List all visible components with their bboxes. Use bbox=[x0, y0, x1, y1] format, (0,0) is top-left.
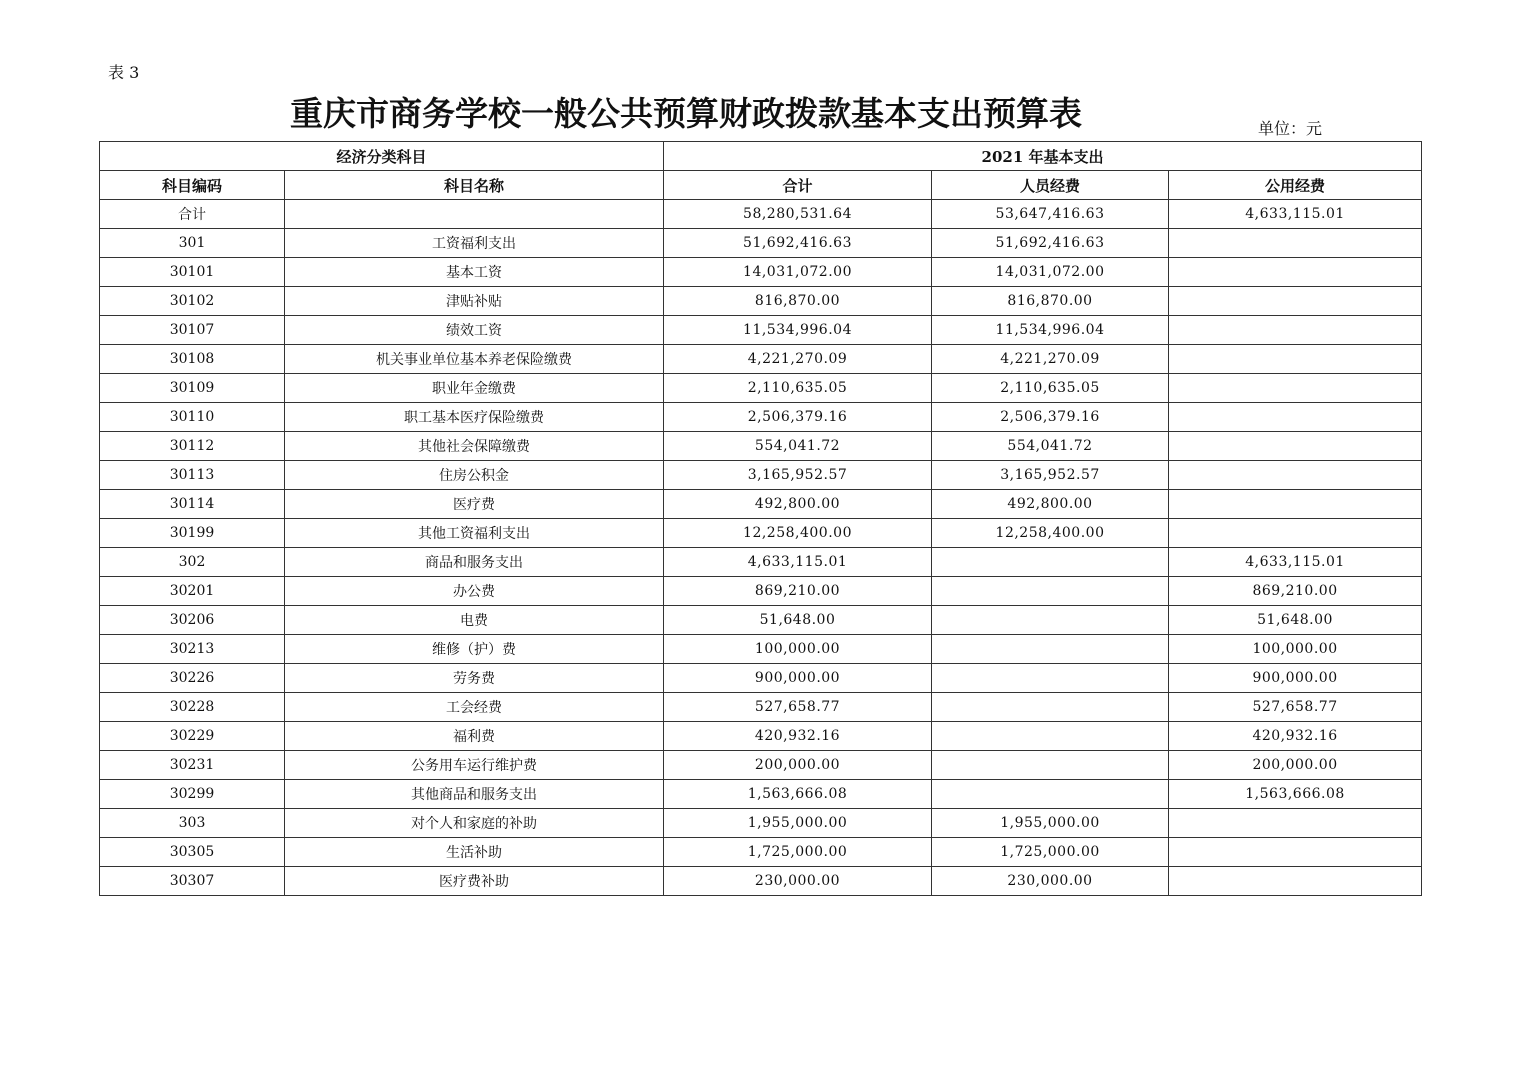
table-row bbox=[100, 867, 1422, 896]
table-row bbox=[100, 548, 1422, 577]
cell-personnel bbox=[932, 606, 1169, 635]
cell-total: 4,633,115.01 bbox=[664, 548, 932, 577]
table-row bbox=[100, 461, 1422, 490]
cell-personnel bbox=[932, 693, 1169, 722]
cell-personnel bbox=[932, 751, 1169, 780]
table-row bbox=[100, 287, 1422, 316]
cell-public: 900,000.00 bbox=[1169, 664, 1422, 693]
table-row bbox=[100, 809, 1422, 838]
table-row bbox=[100, 722, 1422, 751]
cell-name: 其他商品和服务支出 bbox=[285, 780, 664, 809]
page-title: 重庆市商务学校一般公共预算财政拨款基本支出预算表 bbox=[290, 94, 1082, 133]
cell-name: 维修（护）费 bbox=[285, 635, 664, 664]
cell-public bbox=[1169, 461, 1422, 490]
cell-personnel: 1,725,000.00 bbox=[932, 838, 1169, 867]
cell-personnel: 492,800.00 bbox=[932, 490, 1169, 519]
cell-public bbox=[1169, 229, 1422, 258]
cell-public bbox=[1169, 867, 1422, 896]
cell-total: 51,692,416.63 bbox=[664, 229, 932, 258]
cell-name: 其他工资福利支出 bbox=[285, 519, 664, 548]
cell-personnel bbox=[932, 780, 1169, 809]
cell-code: 30108 bbox=[100, 345, 285, 374]
cell-code: 30201 bbox=[100, 577, 285, 606]
cell-name: 商品和服务支出 bbox=[285, 548, 664, 577]
table-row bbox=[100, 693, 1422, 722]
cell-code: 30228 bbox=[100, 693, 285, 722]
cell-public: 527,658.77 bbox=[1169, 693, 1422, 722]
cell-name: 医疗费 bbox=[285, 490, 664, 519]
table-row bbox=[100, 519, 1422, 548]
table-row bbox=[100, 258, 1422, 287]
cell-total: 554,041.72 bbox=[664, 432, 932, 461]
cell-total: 200,000.00 bbox=[664, 751, 932, 780]
cell-personnel: 4,221,270.09 bbox=[932, 345, 1169, 374]
cell-total: 2,506,379.16 bbox=[664, 403, 932, 432]
cell-name: 医疗费补助 bbox=[285, 867, 664, 896]
cell-public bbox=[1169, 316, 1422, 345]
cell-code: 30226 bbox=[100, 664, 285, 693]
cell-code: 30112 bbox=[100, 432, 285, 461]
cell-code: 30109 bbox=[100, 374, 285, 403]
cell-personnel: 51,692,416.63 bbox=[932, 229, 1169, 258]
table-row bbox=[100, 664, 1422, 693]
table-row bbox=[100, 838, 1422, 867]
cell-name bbox=[285, 200, 664, 229]
cell-public: 869,210.00 bbox=[1169, 577, 1422, 606]
cell-total: 869,210.00 bbox=[664, 577, 932, 606]
cell-personnel bbox=[932, 548, 1169, 577]
table-body bbox=[100, 200, 1422, 896]
cell-total: 12,258,400.00 bbox=[664, 519, 932, 548]
cell-public: 100,000.00 bbox=[1169, 635, 1422, 664]
cell-code: 30114 bbox=[100, 490, 285, 519]
table-row bbox=[100, 316, 1422, 345]
cell-personnel: 12,258,400.00 bbox=[932, 519, 1169, 548]
cell-personnel: 53,647,416.63 bbox=[932, 200, 1169, 229]
cell-total: 230,000.00 bbox=[664, 867, 932, 896]
cell-public bbox=[1169, 432, 1422, 461]
table-row bbox=[100, 345, 1422, 374]
cell-name: 工资福利支出 bbox=[285, 229, 664, 258]
cell-code: 30102 bbox=[100, 287, 285, 316]
cell-name: 津贴补贴 bbox=[285, 287, 664, 316]
cell-public bbox=[1169, 490, 1422, 519]
table-row bbox=[100, 606, 1422, 635]
cell-total: 1,563,666.08 bbox=[664, 780, 932, 809]
table-header bbox=[100, 142, 1422, 200]
column-header-personnel: 人员经费 bbox=[932, 171, 1169, 200]
cell-code: 30101 bbox=[100, 258, 285, 287]
header-column-row bbox=[100, 171, 1422, 200]
table-row bbox=[100, 200, 1422, 229]
cell-name: 基本工资 bbox=[285, 258, 664, 287]
cell-personnel: 230,000.00 bbox=[932, 867, 1169, 896]
cell-total: 4,221,270.09 bbox=[664, 345, 932, 374]
cell-code: 303 bbox=[100, 809, 285, 838]
cell-name: 绩效工资 bbox=[285, 316, 664, 345]
cell-personnel: 2,110,635.05 bbox=[932, 374, 1169, 403]
cell-total: 1,955,000.00 bbox=[664, 809, 932, 838]
header-economic-classification: 经济分类科目 bbox=[100, 142, 664, 171]
cell-total: 420,932.16 bbox=[664, 722, 932, 751]
cell-code: 30213 bbox=[100, 635, 285, 664]
cell-name: 办公费 bbox=[285, 577, 664, 606]
header-group-row bbox=[100, 142, 1422, 171]
cell-total: 11,534,996.04 bbox=[664, 316, 932, 345]
cell-name: 职工基本医疗保险缴费 bbox=[285, 403, 664, 432]
cell-name: 生活补助 bbox=[285, 838, 664, 867]
column-header-name: 科目名称 bbox=[285, 171, 664, 200]
cell-name: 电费 bbox=[285, 606, 664, 635]
cell-public: 51,648.00 bbox=[1169, 606, 1422, 635]
cell-personnel: 2,506,379.16 bbox=[932, 403, 1169, 432]
cell-code: 30307 bbox=[100, 867, 285, 896]
unit-label: 单位：元 bbox=[1258, 119, 1323, 138]
cell-personnel bbox=[932, 722, 1169, 751]
table-row bbox=[100, 751, 1422, 780]
cell-code: 302 bbox=[100, 548, 285, 577]
cell-public: 420,932.16 bbox=[1169, 722, 1422, 751]
cell-name: 工会经费 bbox=[285, 693, 664, 722]
cell-code: 30199 bbox=[100, 519, 285, 548]
cell-code: 30110 bbox=[100, 403, 285, 432]
cell-code: 30299 bbox=[100, 780, 285, 809]
cell-public: 4,633,115.01 bbox=[1169, 548, 1422, 577]
cell-personnel: 1,955,000.00 bbox=[932, 809, 1169, 838]
cell-public bbox=[1169, 403, 1422, 432]
cell-code: 30231 bbox=[100, 751, 285, 780]
cell-total: 527,658.77 bbox=[664, 693, 932, 722]
cell-code: 30206 bbox=[100, 606, 285, 635]
cell-personnel bbox=[932, 577, 1169, 606]
table-row bbox=[100, 490, 1422, 519]
cell-name: 职业年金缴费 bbox=[285, 374, 664, 403]
cell-total: 816,870.00 bbox=[664, 287, 932, 316]
cell-code: 30107 bbox=[100, 316, 285, 345]
column-header-code: 科目编码 bbox=[100, 171, 285, 200]
cell-public bbox=[1169, 809, 1422, 838]
cell-code: 30305 bbox=[100, 838, 285, 867]
table-row bbox=[100, 577, 1422, 606]
cell-code: 合计 bbox=[100, 200, 285, 229]
column-header-total: 合计 bbox=[664, 171, 932, 200]
cell-total: 492,800.00 bbox=[664, 490, 932, 519]
cell-total: 2,110,635.05 bbox=[664, 374, 932, 403]
table-row bbox=[100, 780, 1422, 809]
cell-personnel: 14,031,072.00 bbox=[932, 258, 1169, 287]
cell-personnel: 816,870.00 bbox=[932, 287, 1169, 316]
cell-public bbox=[1169, 258, 1422, 287]
cell-code: 30113 bbox=[100, 461, 285, 490]
cell-name: 福利费 bbox=[285, 722, 664, 751]
cell-public: 1,563,666.08 bbox=[1169, 780, 1422, 809]
cell-public: 200,000.00 bbox=[1169, 751, 1422, 780]
table-row bbox=[100, 374, 1422, 403]
cell-total: 51,648.00 bbox=[664, 606, 932, 635]
cell-personnel: 11,534,996.04 bbox=[932, 316, 1169, 345]
cell-personnel bbox=[932, 635, 1169, 664]
column-header-public: 公用经费 bbox=[1169, 171, 1422, 200]
cell-total: 3,165,952.57 bbox=[664, 461, 932, 490]
cell-public bbox=[1169, 519, 1422, 548]
cell-code: 30229 bbox=[100, 722, 285, 751]
table-row bbox=[100, 229, 1422, 258]
header-basic-expenditure-2021: 2021 年基本支出 bbox=[664, 142, 1422, 171]
table-number: 表 3 bbox=[108, 63, 140, 82]
budget-table bbox=[99, 141, 1422, 896]
cell-name: 其他社会保障缴费 bbox=[285, 432, 664, 461]
table-row bbox=[100, 432, 1422, 461]
cell-code: 301 bbox=[100, 229, 285, 258]
cell-name: 住房公积金 bbox=[285, 461, 664, 490]
cell-public: 4,633,115.01 bbox=[1169, 200, 1422, 229]
cell-personnel: 3,165,952.57 bbox=[932, 461, 1169, 490]
cell-name: 机关事业单位基本养老保险缴费 bbox=[285, 345, 664, 374]
cell-total: 900,000.00 bbox=[664, 664, 932, 693]
table-row bbox=[100, 403, 1422, 432]
cell-total: 58,280,531.64 bbox=[664, 200, 932, 229]
cell-public bbox=[1169, 345, 1422, 374]
cell-public bbox=[1169, 287, 1422, 316]
cell-total: 1,725,000.00 bbox=[664, 838, 932, 867]
cell-personnel: 554,041.72 bbox=[932, 432, 1169, 461]
cell-total: 14,031,072.00 bbox=[664, 258, 932, 287]
cell-personnel bbox=[932, 664, 1169, 693]
cell-name: 劳务费 bbox=[285, 664, 664, 693]
cell-public bbox=[1169, 838, 1422, 867]
cell-name: 对个人和家庭的补助 bbox=[285, 809, 664, 838]
cell-total: 100,000.00 bbox=[664, 635, 932, 664]
cell-public bbox=[1169, 374, 1422, 403]
table-row bbox=[100, 635, 1422, 664]
cell-name: 公务用车运行维护费 bbox=[285, 751, 664, 780]
